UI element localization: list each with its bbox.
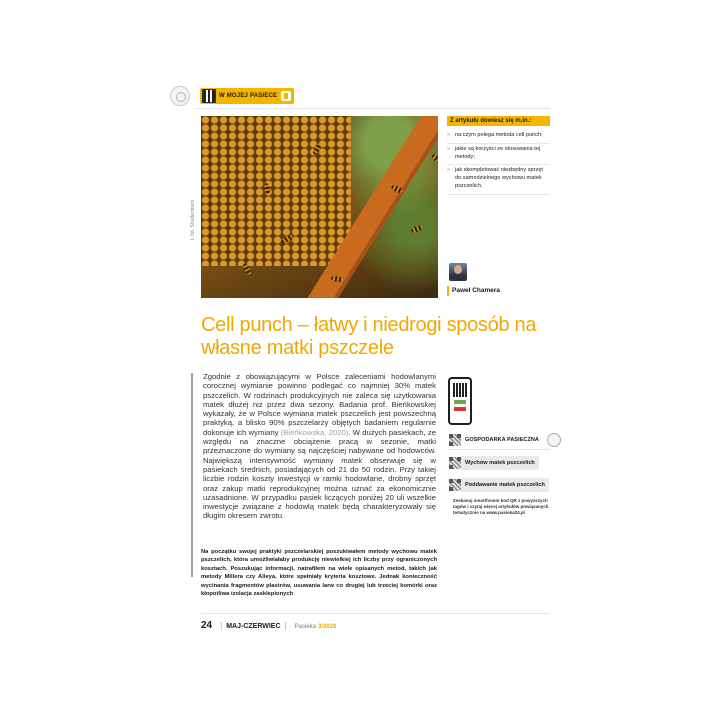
issue-months: MAJ-CZERWIEC <box>226 623 281 630</box>
qr-code-icon <box>453 383 467 397</box>
author-name: Paweł Chamera <box>452 287 501 294</box>
bee-frame-photo <box>201 116 438 298</box>
bullet-icon: » <box>447 145 451 152</box>
bullet-icon: » <box>447 132 451 138</box>
lead-text: Zgodnie z obowiązującymi w Polsce zaleceniami hodowlanymi corocznej wymianie powinno podlegać co najmniej 30% matek pszczelich. W rodzinach produkcyjnych nie zaleca się użytkowania matek dłużej niż przez dwa sezony. Badania prof. Bieńkowskiej wykazały, że w Polsce wymiana matek pszczelich jest powszechną praktyką, a blisko 90% pszczelarzy objętych badaniem regularnie dokonuje ich wymiany <box>203 372 436 437</box>
promo-tag-label: Poddawanie matek pszczelich <box>465 482 545 488</box>
bee <box>430 153 438 165</box>
footer-divider <box>201 613 550 614</box>
section-tag[interactable] <box>200 88 294 104</box>
honeycomb <box>201 116 351 266</box>
list-item <box>447 165 550 194</box>
list-item-text: na czym polega metoda cell punch; <box>455 132 543 138</box>
article-lead <box>203 372 436 521</box>
list-item-text: jak skompletować niezbędny sprzęt do samodzielnego wychowu matek pszczelich. <box>455 167 543 189</box>
footer-separator: | <box>284 621 287 630</box>
article-body: Na początku swojej praktyki pszczelarskiej poszukiwałem metody wychowu matek pszczelich, która umożliwiałaby produkcję niewielkiej ich liczby przy ograniczonych kosztach. Poszukując informacji, natrafiłem na wiele opisanych metod, takich jak metody Millera czy Alleya, które spełniały kryteria kosztowe. Jednak konieczność wycinania fragmentów plastrów, usuwania larw co drugiej lub trzeciej komórki oraz kłopotliwa izolacja zasklepionych <box>201 549 437 598</box>
magazine-name: Pasieka <box>294 624 316 630</box>
article-title: Cell punch – łatwy i niedrogi sposób na własne matki pszczele <box>201 314 537 359</box>
article-highlights-heading: Z artykułu dowiesz się m.in.: <box>447 116 550 126</box>
promo-divider <box>447 449 550 450</box>
page-number: 24 <box>201 620 213 631</box>
lead-citation: (Bieńkowska, 2020) <box>280 427 349 437</box>
bookmark-icon <box>281 91 291 101</box>
bee <box>410 224 423 234</box>
list-item-text: jakie są korzyści ze stosowania tej metody; <box>455 145 541 160</box>
section-label: W MOJEJ PASIECE <box>219 93 278 99</box>
qr-code-icon <box>449 479 461 491</box>
header-divider <box>196 108 550 109</box>
promo-tag-poddawanie[interactable] <box>449 478 549 492</box>
qr-code-icon <box>449 457 461 469</box>
author-accent-bar <box>447 286 449 296</box>
phone-screen-logo <box>454 407 466 411</box>
lead-text-continued: . W dużych pasiekach, ze względu na znaczne obciążenie pracą w sezonie, matki przeznaczone do wymiany są najczęściej nabywane od hodowców. Największą intensywność wymiany matek obserwuje się w pasiekach średnich, posiadających od 21 do 50 rodzin. Przy takiej liczbie rodzin koszty inwestycji w ramki hodowlane, drobny sprzęt oraz zakup matki reprodukcyjnej można uznać za ekonomicznie uzasadnione. W przypadku pasiek liczących poniżej 20 uli wszelkie inwestycje związane z hodowlą matek będą charakteryzowały się długim okresem zwrotu. <box>203 427 437 521</box>
photo-credit: t. fot. Shutterstock <box>190 199 196 240</box>
qr-code-icon <box>203 90 215 102</box>
issue-number: 3/2026 <box>317 624 337 630</box>
qr-instructions: Zeskanuj smartfonem kod QR z powyższych tagów i czytaj więcej artykułów powiązanych tematycznie na www.pasieka24.pl <box>453 498 549 516</box>
page-footer <box>201 620 336 631</box>
magazine-logo-icon <box>547 433 561 447</box>
magazine-logo-icon <box>170 86 190 106</box>
bullet-icon: » <box>447 167 451 174</box>
smartphone-icon <box>448 377 472 425</box>
article-highlights-list <box>447 130 550 195</box>
footer-separator: | <box>220 621 223 630</box>
lead-accent-bar <box>191 373 193 577</box>
promo-tag-label: GOSPODARKA PASIECZNA <box>465 437 539 443</box>
author-avatar <box>449 263 467 281</box>
list-item <box>447 130 550 144</box>
phone-screen-bar <box>454 400 466 404</box>
promo-tag-wychow[interactable] <box>449 456 539 470</box>
promo-tag-gospodarka[interactable] <box>449 433 561 447</box>
qr-code-icon <box>449 434 461 446</box>
promo-tag-label: Wychów matek pszczelich <box>465 460 535 466</box>
list-item <box>447 144 550 166</box>
